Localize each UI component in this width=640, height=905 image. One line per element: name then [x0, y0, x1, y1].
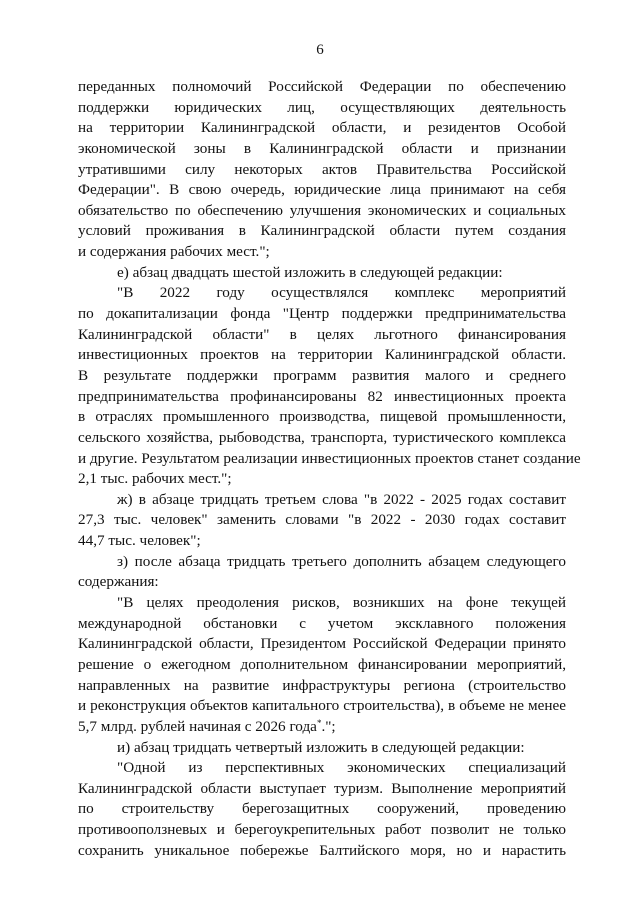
- text-line: международной обстановки с учетом эксклавного положения: [78, 614, 566, 632]
- text-line: 2,1 тыс. рабочих мест.";: [78, 470, 232, 488]
- text-line: содержания:: [78, 573, 159, 591]
- text-line: Калининградской области, Президентом Российской Федерации принято: [78, 635, 566, 653]
- text-line: и другие. Результатом реализации инвестиционных проектов станет создание: [78, 449, 581, 467]
- paragraph-item-zh: [78, 490, 566, 552]
- text-line: по строительству берегозащитных сооружений, проведению: [78, 800, 566, 818]
- paragraph-quote-risks: [78, 593, 566, 737]
- paragraph-continuation: [78, 77, 566, 263]
- text-line: переданных полномочий Российской Федерации по обеспечению: [78, 78, 566, 95]
- text-line: Федерации". В свою очередь, юридические лица принимают на себя: [78, 181, 566, 199]
- text-line: сельского хозяйства, рыбоводства, транспорта, туристического комплекса: [78, 428, 566, 446]
- text-line: на территории Калининградской области, и резидентов Особой: [78, 119, 566, 137]
- text-line: направленных на развитие инфраструктуры региона (строительство: [78, 676, 566, 694]
- text-fragment: .";: [321, 717, 336, 735]
- paragraph-item-z: [78, 552, 566, 593]
- text-line: Калининградской области выступает туризм. Выполнение мероприятий: [78, 779, 566, 797]
- text-fragment: 5,7 млрд. рублей начиная с 2026 года: [78, 717, 317, 735]
- text-line: Калининградской области" в целях льготного финансирования: [78, 325, 566, 343]
- paragraph-item-e: [78, 263, 566, 284]
- paragraph-quote-2022: [78, 283, 581, 489]
- text-line: сохранить уникальное побережье Балтийского моря, но и нарастить: [78, 841, 566, 859]
- footnote-mark: *: [316, 717, 322, 728]
- text-line: решение о ежегодном дополнительном финансировании мероприятий,: [78, 655, 566, 673]
- text-line: 44,7 тыс. человек";: [78, 532, 201, 550]
- text-line: е) абзац двадцать шестой изложить в следующей редакции:: [117, 263, 503, 281]
- text-line: в отраслях промышленного производства, пищевой промышленности,: [78, 408, 566, 426]
- text-line: "В 2022 году осуществлялся комплекс мероприятий: [117, 284, 566, 302]
- paragraph-item-i: [78, 738, 566, 759]
- text-line: и) абзац тридцать четвертый изложить в следующей редакции:: [117, 738, 525, 756]
- page-number: 6: [316, 42, 324, 58]
- text-line: "В целях преодоления рисков, возникших на фоне текущей: [117, 594, 566, 612]
- text-line: обязательство по обеспечению улучшения экономических и социальных: [78, 201, 566, 219]
- text-line: з) после абзаца тридцать третьего дополнить абзацем следующего: [117, 552, 566, 570]
- text-line: "Одной из перспективных экономических специализаций: [117, 759, 566, 777]
- paragraph-quote-tourism: [78, 758, 566, 861]
- text-line: В результате поддержки программ развития малого и среднего: [78, 366, 566, 384]
- document-body: [78, 77, 581, 861]
- text-line: ж) в абзаце тридцать третьем слова "в 2022 - 2025 годах составит: [117, 490, 566, 508]
- text-line: предпринимательства профинансированы 82 инвестиционных проекта: [78, 387, 566, 405]
- text-line: утратившими силу некоторых актов Правительства Российской: [78, 160, 566, 178]
- text-line: противооползневых и берегоукрепительных работ позволит не только: [78, 821, 566, 839]
- text-line-with-footnote: [78, 717, 566, 738]
- text-line: и содержания рабочих мест.";: [78, 243, 270, 261]
- text-line: экономической зоны в Калининградской области и признании: [78, 139, 566, 157]
- text-line: по докапитализации фонда "Центр поддержки предпринимательства: [78, 305, 566, 323]
- text-line: поддержки юридических лиц, осуществляющих деятельность: [78, 98, 566, 116]
- text-line: условий проживания в Калининградской области путем создания: [78, 222, 566, 240]
- text-line: 27,3 тыс. человек" заменить словами "в 2022 - 2030 годах составит: [78, 511, 566, 529]
- text-line: инвестиционных проектов на территории Калининградской области.: [78, 346, 566, 364]
- text-line: и реконструкция объектов капитального строительства), в объеме не менее: [78, 697, 566, 715]
